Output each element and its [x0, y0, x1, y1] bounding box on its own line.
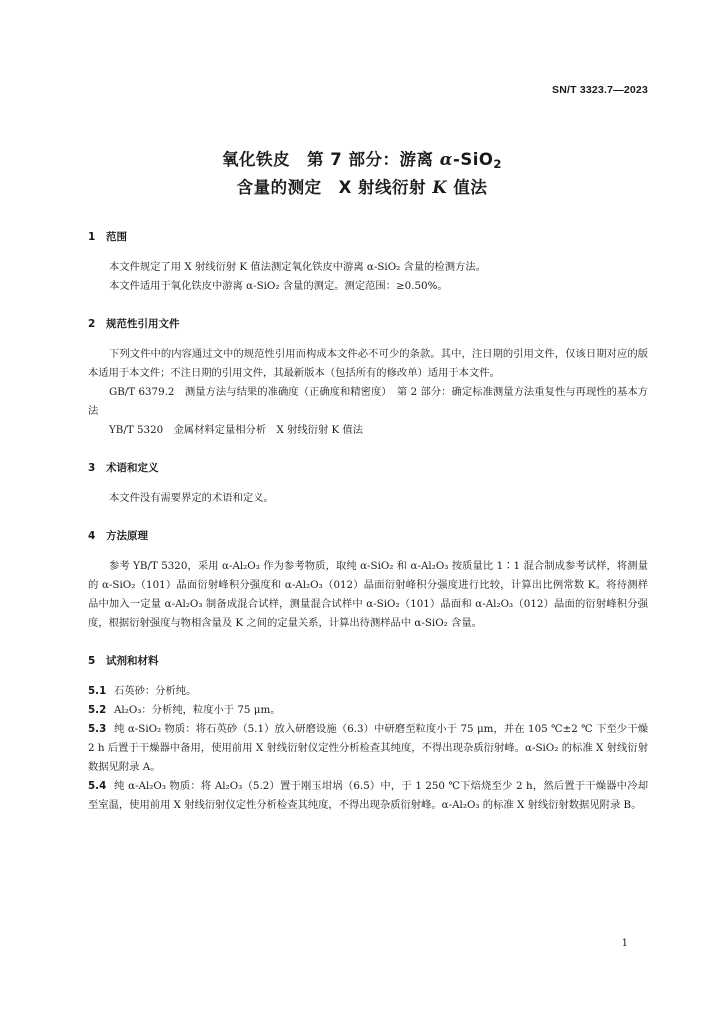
section-heading-terms — [88, 461, 648, 475]
title-alpha: α — [439, 150, 453, 169]
title-sio: -SiO — [452, 150, 494, 169]
section-heading-normative-references — [88, 317, 648, 331]
clause-number: 5.2 — [88, 704, 107, 716]
standard-code: SN/T 3323.7—2023 — [551, 84, 648, 96]
section-number: 4 — [88, 530, 96, 542]
title-line-1-text: 氧化铁皮 第 7 部分：游离 — [222, 150, 440, 169]
paragraph: 本文件没有需要界定的术语和定义。 — [109, 492, 274, 504]
clause-number: 5.1 — [88, 685, 107, 697]
section-heading-reagents — [88, 654, 648, 668]
section-number: 5 — [88, 655, 96, 667]
paragraph: 下列文件中的内容通过文中的规范性引用而构成本文件必不可少的条款。其中，注日期的引用文件，仅该日期对应的版本适用于本文件；不注日期的引用文件，其最新版本（包括所有的修改单）适用于本文件。 — [88, 348, 648, 379]
clause-text: 石英砂：分析纯。 — [114, 685, 197, 697]
reference-entry: YB/T 5320 金属材料定量相分析 X 射线衍射 K 值法 — [109, 424, 364, 436]
paragraph: 本文件适用于氧化铁皮中游离 α-SiO₂ 含量的测定。测定范围：≥0.50%。 — [109, 280, 448, 292]
section-number: 1 — [88, 231, 96, 243]
document-title-line-2 — [0, 174, 724, 198]
clause — [88, 777, 648, 815]
section-number: 2 — [88, 318, 96, 330]
page-number: 1 — [621, 938, 628, 949]
title-line-2-suffix: 值法 — [447, 178, 488, 197]
clause-number: 5.4 — [88, 780, 107, 792]
clause — [88, 720, 648, 777]
section-heading-scope — [88, 230, 648, 244]
section-title: 规范性引用文件 — [106, 318, 180, 330]
section-heading-principle — [88, 529, 648, 543]
section-title: 术语和定义 — [106, 462, 159, 474]
section-title: 试剂和材料 — [106, 655, 159, 667]
paragraph: 参考 YB/T 5320，采用 α-Al₂O₃ 作为参考物质，取纯 α-SiO₂ 和 α-Al₂O₃ 按质量比 1∶1 混合制成参考试样，将测量的 α-SiO₂（101）晶面衍射峰积分强度和 α-Al₂O₃（012）晶面衍射峰积分强度进行比较，计算出比例常数 K。将待测样品中加入一定量 α-Al₂O₃ 制备成混合试样，测量混合试样中 α-SiO₂（101）晶面和 α-Al₂O₃（012）晶面的衍射峰积分强度，根据衍射强度与物相含量及 K 之间的定量关系，计算出待测样品中 α-SiO₂ 含量。 — [88, 560, 648, 629]
clause — [88, 701, 648, 720]
clause-text: Al₂O₃：分析纯，粒度小于 75 μm。 — [114, 704, 281, 716]
document-body — [88, 230, 648, 815]
section-title: 范围 — [106, 231, 127, 243]
title-k: K — [432, 178, 448, 197]
paragraph: 本文件规定了用 X 射线衍射 K 值法测定氧化铁皮中游离 α-SiO₂ 含量的检测方法。 — [109, 261, 486, 273]
document-title-line-1 — [0, 146, 724, 171]
clause-text: 纯 α-SiO₂ 物质：将石英砂（5.1）放入研磨设施（6.3）中研磨至粒度小于 75 μm，并在 105 ℃±2 ℃ 下至少干燥 2 h 后置于干燥器中备用，使用前用 X 射线衍射仪定性分析检查其纯度，不得出现杂质衍射峰。α-SiO₂ 的标准 X 射线衍射数据见附录 A。 — [88, 723, 648, 773]
title-subscript: 2 — [493, 156, 502, 171]
section-number: 3 — [88, 462, 96, 474]
reference-entry: GB/T 6379.2 测量方法与结果的准确度（正确度和精密度） 第 2 部分：确定标准测量方法重复性与再现性的基本方法 — [88, 386, 648, 417]
title-line-2-text: 含量的测定 X 射线衍射 — [236, 178, 433, 197]
clause — [88, 682, 648, 701]
clause-number: 5.3 — [88, 723, 107, 735]
clause-text: 纯 α-Al₂O₃ 物质：将 Al₂O₃（5.2）置于刚玉坩埚（6.5）中，于 1 250 ℃下焙烧至少 2 h，然后置于干燥器中冷却至室温，使用前用 X 射线衍射仪定性分析检查其纯度，不得出现杂质衍射峰。α-Al₂O₃ 的标准 X 射线衍射数据见附录 B。 — [88, 780, 648, 811]
section-title: 方法原理 — [106, 530, 148, 542]
